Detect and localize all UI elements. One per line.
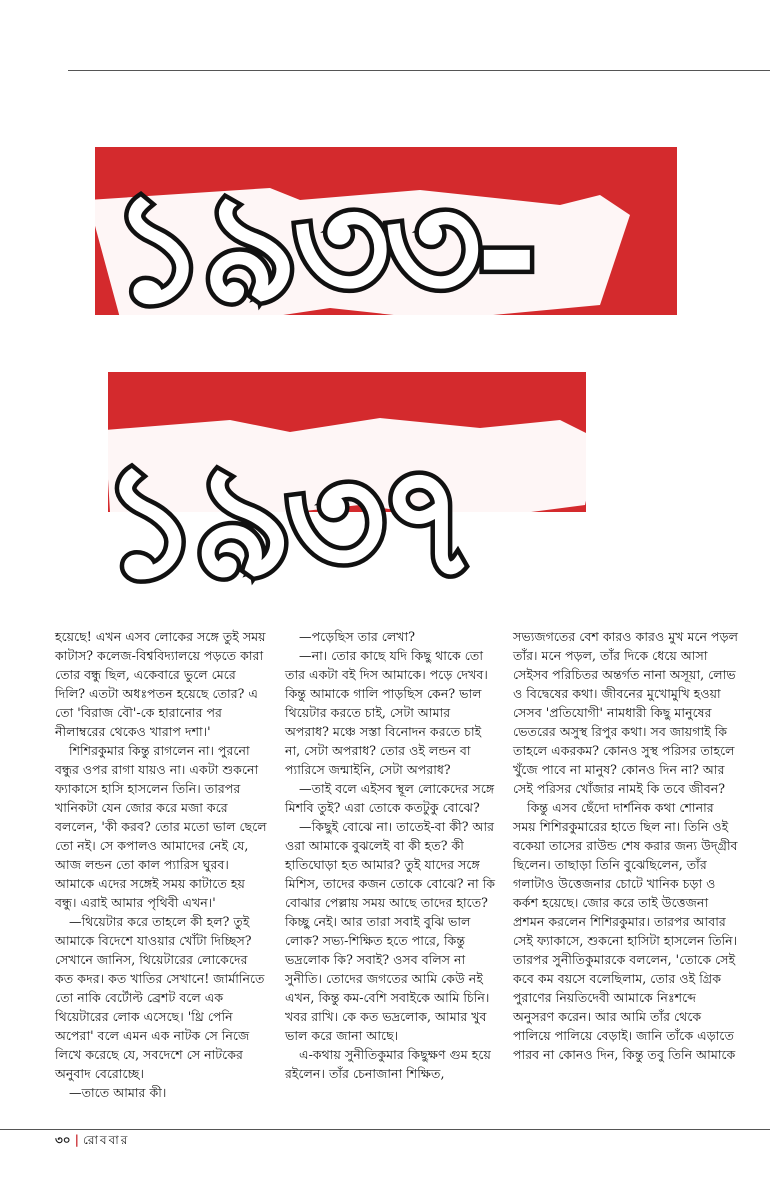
- page-footer: [55, 1132, 129, 1148]
- article-column-1: [55, 627, 267, 1102]
- paragraph: —পড়েছিস তার লেখা?: [299, 629, 415, 644]
- paragraph: —থিয়েটার করে তাহলে কী হল? তুই আমাকে বিদেশে যাওয়ার খোঁটা দিচ্ছিস? সেখানে জানিস, থিয়েটারের লোকেদের কত কদর। কত খাতির সেখানে! জার্মানিতে তো নাকি বের্টোল্ট ব্রেশট বলে এক থিয়েটারের লোক এসেছে। 'থ্রি পেনি অপেরা' বলে এমন এক নাটক সে নিজে লিখে করেছে যে, সবদেশে সে নাটকের অনুবাদ বেরোচ্ছে।: [55, 914, 265, 1081]
- paragraph: —তাই বলে এইসব স্থূল লোকেদের সঙ্গে মিশবি তুই? এরা তোকে কতটুকু বোঝে?: [285, 781, 495, 815]
- paragraph: হয়েছে! এখন এসব লোকের সঙ্গে তুই সময় কাটাস? কলেজ-বিশ্ববিদ্যালয়ে পড়তে কারা তোর বন্ধু ছিল, একেবারে ভুলে মেরে দিলি? এতটা অধঃপতন হয়েছে তোর? এ তো 'বিরাজ বৌ'-কে হারানোর পর নীলাম্বরের থেকেও খারাপ দশা।': [55, 629, 266, 739]
- paragraph: এ-কথায় সুনীতিকুমার কিছুক্ষণ গুম হয়ে রইলেন। তাঁর চেনাজানা শিক্ষিত,: [285, 1047, 491, 1081]
- paragraph: শিশিরকুমার কিন্তু রাগলেন না। পুরনো বন্ধুর ওপর রাগা যায়ও না। একটা শুকনো ফ্যাকাসে হাসি হাসলেন তিনি। তারপর খানিকটা যেন জোর করে মজা করে বললেন, 'কী করব? তোর মতো ভাল ছেলে তো নই। সে কপালও আমাদের নেই যে, আজ লন্ডন তো কাল প্যারিস ঘুরব। আমাকে এদের সঙ্গেই সময় কাটাতে হয় বন্ধু। এরাই আমার পৃথিবী এখন।': [55, 743, 267, 910]
- paragraph: কিন্তু এসব ছেঁদো দার্শনিক কথা শোনার সময় শিশিরকুমারের হাতে ছিল না। তিনি ওই বকেয়া তাসের রাউন্ড শেষ করার জন্য উদ্গ্রীব ছিলেন। তাছাড়া তিনি বুঝেছিলেন, তাঁর গলাটাও উত্তেজনার চোটে খানিক চড়া ও কর্কশ হয়েছে। জোর করে তাই উত্তেজনা প্রশমন করলেন শিশিরকুমার। তারপর আবার সেই ফ্যাকাসে, শুকনো হাসিটা হাসলেন তিনি। তারপর সুনীতিকুমারকে বললেন, 'তোকে সেই কবে কম বয়সে বলেছিলাম, তোর ওই গ্রিক পুরাণের নিয়তিদেবী আমাকে নিঃশব্দে অনুসরণ করেন। আর আমি তাঁর থেকে পালিয়ে পালিয়ে বেড়াই। জানি তাঁকে এড়াতে পারব না কোনও দিন, কিন্তু তবু তিনি আমাকে: [513, 800, 738, 1062]
- bottom-rule: [0, 1129, 770, 1130]
- footer-separator: |: [74, 1133, 79, 1147]
- paragraph: —কিছুই বোঝে না। তাতেই-বা কী? আর ওরা আমাকে বুঝলেই বা কী হত? কী হাতিঘোড়া হত আমার? তুই যাদের সঙ্গে মিশিস, তাদের কজন তোকে বোঝে? না কি বোঝার পেল্লায় সময় আছে তাদের হাতে? কিচ্ছু নেই। আর তারা সবাই বুঝি ভাল লোক? সভ্য-শিক্ষিত হতে পারে, কিন্তু ভদ্রলোক কি? সবাই? ওসব বলিস না সুনীতি। তোদের জগতের আমি কেউ নই এখন, কিন্তু কম-বেশি সবাইকে আমি চিনি। খবর রাখি। কে কত ভদ্রলোক, আমার খুব ভাল করে জানা আছে।: [285, 819, 496, 1043]
- title-line1: ১৯৩৩-: [110, 160, 532, 336]
- paragraph: —তাতে আমার কী।: [69, 1085, 167, 1100]
- article-column-2: [285, 627, 497, 1083]
- title-line2: ১৯৩৭: [100, 429, 471, 612]
- article-column-3: [513, 627, 738, 1064]
- magazine-name: রোববার: [82, 1133, 130, 1147]
- paragraph: —না। তোর কাছে যদি কিছু থাকে তো তার একটা বই দিস আমাকে। পড়ে দেখব। কিন্তু আমাকে গালি পাড়ছিস কেন? ভাল থিয়েটার করতে চাই, সেটা আমার অপরাধ? মঞ্চে সস্তা বিনোদন করতে চাই না, সেটা অপরাধ? তোর ওই লন্ডন বা প্যারিসে জন্মাইনি, সেটা অপরাধ?: [285, 648, 488, 777]
- paragraph: সভ্যজগতের বেশ কারও কারও মুখ মনে পড়ল তাঁর। মনে পড়ল, তাঁর দিকে ধেয়ে আসা সেইসব পরিচিতর অন্তর্গত নানা অসূয়া, লোভ ও বিদ্বেষের কথা। জীবনের মুখোমুখি হওয়া সেসব 'প্রতিযোগী' নামধারী কিছু মানুষের ভেতরের অসুস্থ রিপুর কথা। সব জায়গাই কি তাহলে একরকম? কোনও সুস্থ পরিসর তাহলে খুঁজে পাবে না মানুষ? কোনও দিন না? আর সেই পরিসর খোঁজার নামই কি তবে জীবন?: [513, 629, 738, 796]
- page-number: ৩০: [55, 1133, 71, 1147]
